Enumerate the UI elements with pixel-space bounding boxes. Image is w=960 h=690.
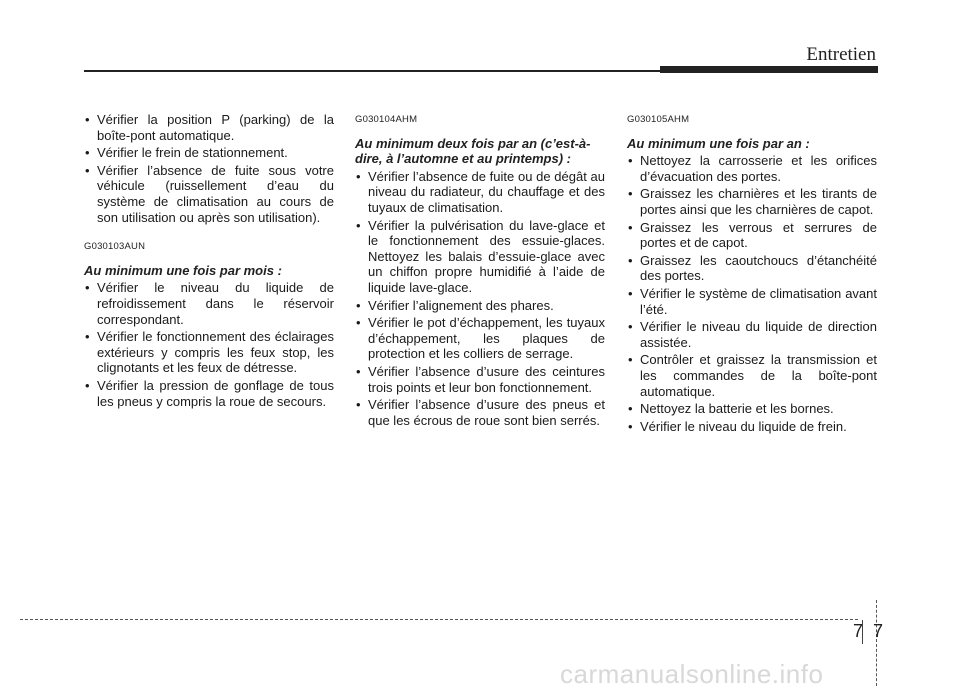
list-yearly	[627, 153, 877, 434]
list-item: • Graissez les caoutchoucs d’étanchéité des portes.	[627, 253, 877, 284]
list-item: • Vérifier le frein de stationnement.	[84, 145, 334, 161]
list-item: • Graissez les charnières et les tirants de portes ainsi que les charnières de capot.	[627, 186, 877, 217]
column-3	[627, 112, 877, 436]
list-twice-yearly	[355, 169, 605, 429]
section-subtitle: Au minimum deux fois par an (c’est-à-dire, à l’automne et au printemps) :	[355, 135, 591, 167]
list-item: • Vérifier l’absence de fuite sous votre véhicule (ruissellement d’eau du système de climatisation au cours de son utilisation ou après son utilisation).	[84, 163, 334, 225]
list-item: • Contrôler et graissez la transmission et les commandes de la boîte-pont automatique.	[627, 352, 877, 399]
list-item: • Vérifier le niveau du liquide de direction assistée.	[627, 319, 877, 350]
column-1	[84, 112, 334, 411]
footer-vertical-line	[876, 600, 877, 686]
list-item: • Vérifier la position P (parking) de la boîte-pont automatique.	[84, 112, 334, 143]
list-item: • Nettoyez la carrosserie et les orifices d’évacuation des portes.	[627, 153, 877, 184]
chapter-number: 7	[852, 621, 863, 641]
list-item: • Vérifier le niveau du liquide de frein.	[627, 419, 877, 435]
list-item: • Graissez les verrous et serrures de portes et de capot.	[627, 220, 877, 251]
list-monthly	[84, 280, 334, 409]
list-item: • Vérifier le système de climatisation avant l’été.	[627, 286, 877, 317]
list-checks-general	[84, 112, 334, 225]
page-number-value: 7	[872, 621, 883, 641]
section-subtitle: Au minimum une fois par mois :	[84, 262, 282, 278]
list-item: • Vérifier l’absence de fuite ou de dégât au niveau du radiateur, du chauffage et des tuyaux de climatisation.	[355, 169, 605, 216]
section-code: G030105AHM	[627, 114, 690, 125]
section-code: G030104AHM	[355, 114, 418, 125]
list-item: • Vérifier l’alignement des phares.	[355, 298, 605, 314]
list-item: • Vérifier le fonctionnement des éclairages extérieurs y compris les feux stop, les clignotants et les feux de détresse.	[84, 329, 334, 376]
footer-dashed-line	[20, 619, 858, 620]
header-rule	[84, 70, 660, 72]
list-item: • Nettoyez la batterie et les bornes.	[627, 401, 877, 417]
section-subtitle: Au minimum une fois par an :	[627, 135, 810, 151]
list-item: • Vérifier l’absence d’usure des pneus et que les écrous de roue sont bien serrés.	[355, 397, 605, 428]
list-item: • Vérifier la pulvérisation du lave-glace et le fonctionnement des essuie-glaces. Nettoyez les balais d’essuie-glace avec un chiffon propre humidifié à l’aide de liquide lave-glace.	[355, 218, 605, 296]
list-item: • Vérifier le pot d’échappement, les tuyaux d’échappement, les plaques de protection et les colliers de serrage.	[355, 315, 605, 362]
column-2	[355, 112, 605, 430]
section-code: G030103AUN	[84, 241, 146, 253]
list-item: • Vérifier l’absence d’usure des ceintures trois points et leur bon fonctionnement.	[355, 364, 605, 395]
page-number	[848, 621, 888, 642]
header-rule-accent	[660, 66, 878, 73]
watermark: carmanualsonline.info	[560, 659, 824, 689]
list-item: • Vérifier la pression de gonflage de tous les pneus y compris la roue de secours.	[84, 378, 334, 409]
page-header-title: Entretien	[806, 44, 876, 65]
list-item: • Vérifier le niveau du liquide de refroidissement dans le réservoir correspondant.	[84, 280, 334, 327]
